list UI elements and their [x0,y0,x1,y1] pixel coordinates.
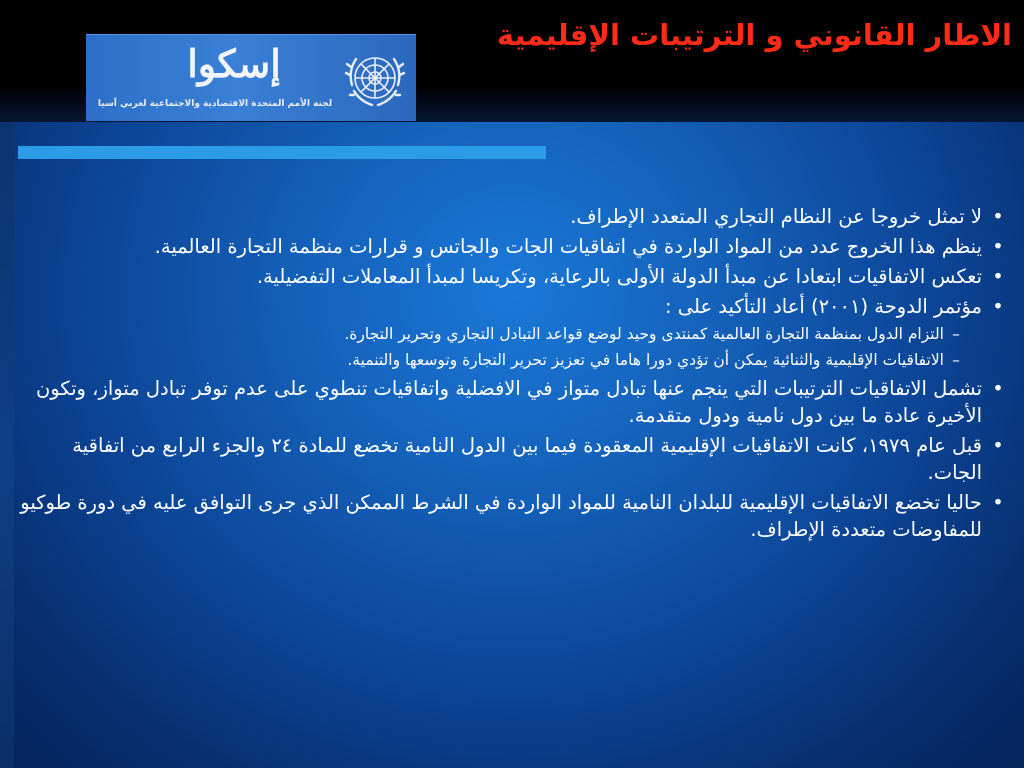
escwa-logo-caption: لجنة الأمم المتحدة الاقتصادية والاجتماعية لغربي آسيا [97,99,333,109]
bullet-text: تشمل الاتفاقيات الترتيبات التي ينجم عنها تبادل متواز في الافضلية واتفاقيات تنطوي على عدم توفر تبادل متواز، وتكون الأخيرة عادة ما بين دول نامية ودول متقدمة. [35,377,982,427]
bullet-text: قبل عام ١٩٧٩، كانت الاتفاقيات الإقليمية المعقودة فيما بين الدول النامية تخضع للمادة ٢٤ والجزء الرابع من اتفاقية الجات. [72,434,982,484]
bullet-marker: • [992,491,1004,514]
bullet-text: لا تمثل خروجا عن النظام التجاري المتعدد الإطراف. [570,205,982,228]
escwa-logo [86,34,416,121]
slide-title: الاطار القانوني و الترتيبات الإقليمية [496,18,1012,52]
bullet-marker: • [992,295,1004,318]
sub-bullet-item [14,323,1014,345]
bullet-marker: • [992,205,1004,228]
bullet-item [14,203,1014,230]
bullet-marker: • [992,377,1004,400]
bullet-text: مؤتمر الدوحة (٢٠٠١) أعاد التأكيد على : [664,295,982,318]
bullet-item [14,489,1014,543]
bullet-item [14,263,1014,290]
accent-divider [18,146,546,159]
sub-bullet-item [14,349,1014,371]
bullet-item [14,233,1014,260]
bullet-item [14,293,1014,320]
bullet-text: الاتفاقيات الإقليمية والثنائية يمكن أن تؤدي دورا هاما في تعزيز تحرير التجارة وتوسعها والتنمية. [347,351,944,369]
dash-marker: – [952,325,960,343]
bullet-list [14,203,1014,546]
bullet-text: حاليا تخضع الاتفاقيات الإقليمية للبلدان النامية للمواد الواردة في الشرط الممكن الذي جرى التوافق عليه في دورة طوكيو للمفاوضات متعددة الإطراف. [20,491,982,541]
bullet-marker: • [992,434,1004,457]
bullet-item [14,432,1014,486]
bullet-text: تعكس الاتفاقيات ابتعادا عن مبدأ الدولة الأولى بالرعاية، وتكريسا لمبدأ المعاملات التفضيلية. [256,265,982,288]
escwa-logo-text: إسكوا [187,41,281,86]
un-emblem-icon [342,45,408,111]
bullet-marker: • [992,265,1004,288]
bullet-item [14,375,1014,429]
bullet-text: التزام الدول بمنظمة التجارة العالمية كمنتدى وحيد لوضع قواعد التبادل التجاري وتحرير التجارة. [344,325,944,343]
bullet-text: ينظم هذا الخروج عدد من المواد الواردة في اتفاقيات الجات والجاتس و قرارات منظمة التجارة العالمية. [154,235,982,258]
dash-marker: – [952,351,960,369]
bullet-marker: • [992,235,1004,258]
